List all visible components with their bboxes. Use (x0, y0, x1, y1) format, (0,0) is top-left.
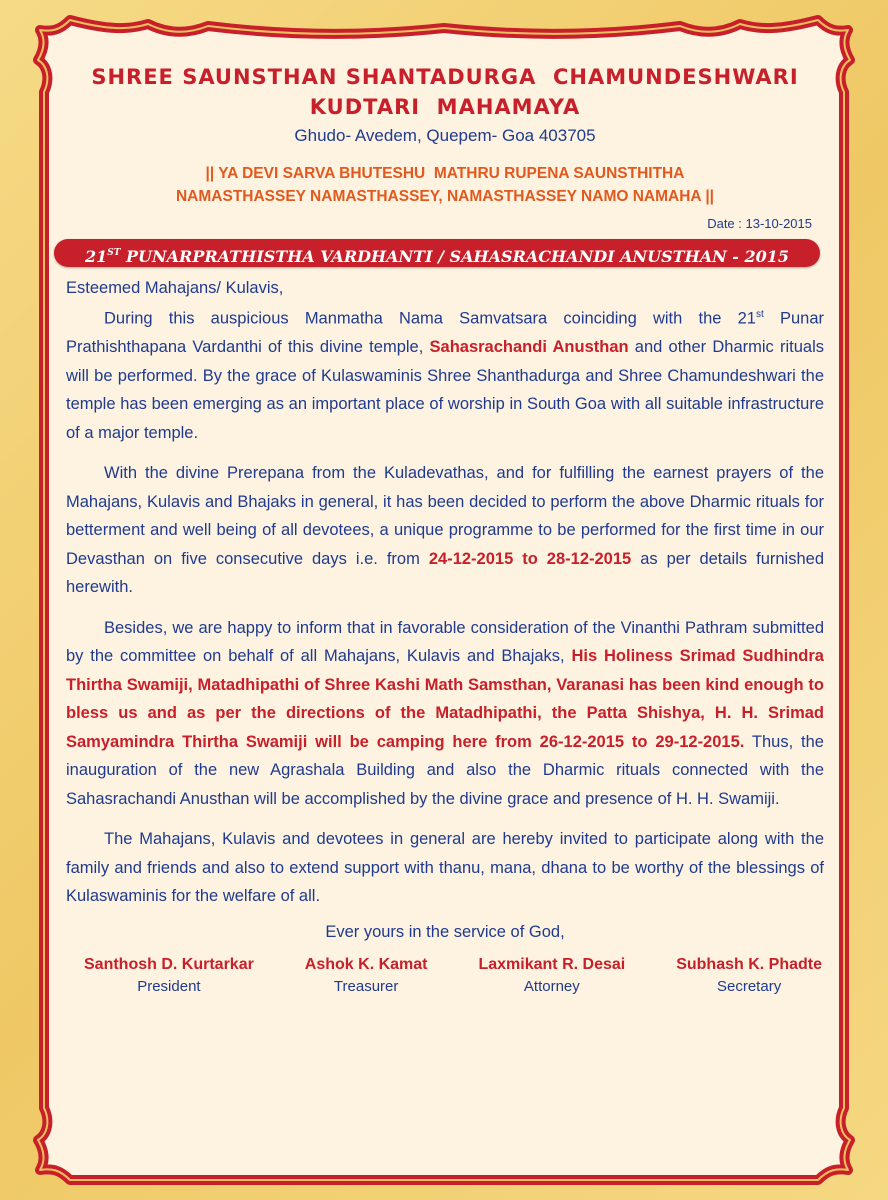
signatory-role: Attorney (523, 977, 580, 995)
signatory-name: Santhosh D. Kurtarkar (84, 955, 254, 973)
paragraph-2 (66, 459, 824, 602)
signatory-role: Secretary (717, 977, 782, 995)
signatory-attorney (478, 954, 625, 998)
signatory-treasurer (305, 954, 428, 998)
p3-highlight: His Holiness Srimad Sudhindra Thirtha Swamiji, Matadhipathi of Shree Kashi Math Samsthan, Varanasi has been kind enough to bless us and as per the directions of the Matadhipathi, the Patta Shishya, H. H. Srimad Samyamindra Thirtha Swamiji will be camping here from 26-12-2015 to 29-12-2015. (66, 647, 824, 751)
signatory-name: Laxmikant R. Desai (478, 955, 626, 973)
p1-text-b: Punar Prathishthapana Vardanthi of this divine temple, (66, 309, 824, 356)
signatory-name: Ashok K. Kamat (304, 955, 428, 973)
greeting: Esteemed Mahajans/ Kulavis, (66, 279, 284, 297)
letter-content (66, 62, 824, 998)
paragraph-4: The Mahajans, Kulavis and devotees in general are hereby invited to participate along with the family and friends and also to extend support with thanu, mana, dhana to be worthy of the blessings of Kulaswaminis for the welfare of all. (66, 830, 824, 905)
p2-text-b: as per details furnished herewith. (66, 549, 825, 596)
org-title-line2: KUDTARI MAHAMAYA (309, 95, 581, 119)
signatory-name: Subhash K. Phadte (676, 955, 822, 973)
letter-date: Date : 13-10-2015 (707, 216, 812, 231)
org-title-line1: SHREE SAUNSTHAN SHANTADURGA CHAMUNDESHWARI (91, 65, 799, 89)
banner-suffix: ST (107, 248, 121, 258)
signatories (66, 954, 824, 998)
p1-sup: st (755, 309, 764, 320)
p1-highlight: Sahasrachandi Anusthan (429, 338, 629, 356)
banner-number: 21 (84, 247, 108, 266)
mantra (66, 162, 824, 208)
paragraph-3 (66, 614, 824, 814)
paragraph-1 (66, 301, 824, 447)
banner-text: PUNARPRATHISTHA VARDHANTI / SAHASRACHANDI ANUSTHAN - 2015 (120, 247, 790, 266)
signatory-role: President (137, 977, 201, 995)
p2-text-a: With the divine Prerepana from the Kuladevathas, and for fulfilling the earnest prayers of the Mahajans, Kulavis and Bhajaks in general, it has been decided to perform the above Dharmic rituals for betterment and well being of all devotees, a unique programme to be performed for the first time in our Devasthan on five consecutive days i.e. from (66, 464, 824, 568)
signatory-president (84, 954, 254, 998)
p2-highlight: 24-12-2015 to 28-12-2015 (428, 549, 632, 568)
mantra-line2: NAMASTHASSEY NAMASTHASSEY, NAMASTHASSEY NAMO NAMAHA || (175, 188, 714, 205)
p3-text-a: Besides, we are happy to inform that in favorable consideration of the Vinanthi Pathram submitted by the committee on behalf of all Mahajans, Kulavis and Bhajaks, (66, 618, 824, 665)
p1-text-c: and other Dharmic rituals will be performed. By the grace of Kulaswaminis Shree Shanthadurga and Shree Chamundeshwari the temple has been emerging as an important place of worship in South Goa with all suitable infrastructure of a major temple. (66, 338, 824, 442)
p3-text-b: Thus, the inauguration of the new Agrashala Building and also the Dharmic rituals connected with the Sahasrachandi Anusthan will be accomplished by the divine grace and presence of H. H. Swamiji. (66, 732, 824, 808)
address: Ghudo- Avedem, Quepem- Goa 403705 (294, 126, 596, 145)
signatory-secretary (676, 954, 822, 998)
p1-text-a: During this auspicious Manmatha Nama Samvatsara coinciding with the 21 (104, 309, 756, 328)
org-title (66, 62, 824, 122)
event-banner (54, 239, 820, 267)
signoff: Ever yours in the service of God, (325, 922, 565, 941)
signatory-role: Treasurer (333, 977, 399, 995)
mantra-line1: || YA DEVI SARVA BHUTESHU MATHRU RUPENA SAUNSTHITHA (205, 165, 685, 182)
